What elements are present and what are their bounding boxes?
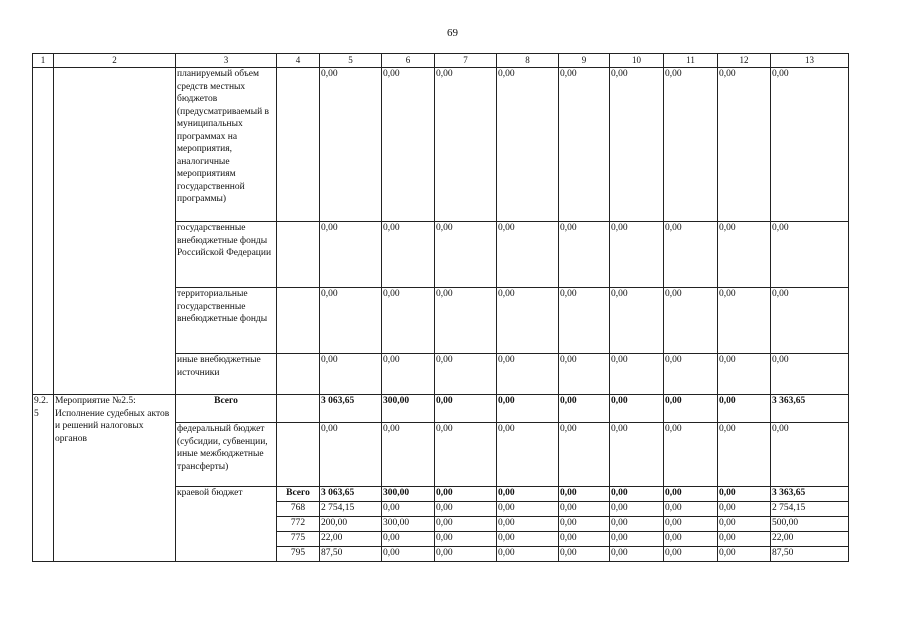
value-cell: 3 363,65	[771, 395, 849, 423]
value-cell: 0,00	[718, 502, 771, 517]
code-cell: 772	[277, 517, 320, 532]
code-cell: 768	[277, 502, 320, 517]
value-cell: 3 063,65	[320, 395, 382, 423]
value-cell: 0,00	[559, 517, 610, 532]
value-cell: 0,00	[382, 288, 435, 354]
column-header: 4	[277, 54, 320, 68]
value-cell: 0,00	[664, 502, 718, 517]
value-cell: 0,00	[610, 487, 664, 502]
measure-name: Мероприятие №2.5: Исполнение судебных актов и решений налоговых органов	[54, 395, 176, 562]
value-cell: 200,00	[320, 517, 382, 532]
value-cell: 0,00	[718, 68, 771, 222]
value-cell: 0,00	[497, 222, 559, 288]
value-cell: 0,00	[718, 547, 771, 562]
value-cell: 0,00	[320, 423, 382, 487]
value-cell: 0,00	[382, 68, 435, 222]
code-cell	[277, 288, 320, 354]
value-cell: 3 063,65	[320, 487, 382, 502]
empty-cell	[54, 68, 176, 395]
value-cell: 0,00	[497, 487, 559, 502]
value-cell: 0,00	[771, 222, 849, 288]
value-cell: 0,00	[664, 222, 718, 288]
value-cell: 0,00	[559, 502, 610, 517]
value-cell: 0,00	[771, 354, 849, 395]
code-cell: 775	[277, 532, 320, 547]
value-cell: 0,00	[718, 354, 771, 395]
value-cell: 0,00	[610, 517, 664, 532]
value-cell: 0,00	[610, 547, 664, 562]
value-cell: 0,00	[435, 502, 497, 517]
funding-source: государственные внебюджетные фонды Российской Федерации	[176, 222, 277, 288]
value-cell: 0,00	[771, 288, 849, 354]
value-cell: 0,00	[771, 68, 849, 222]
value-cell: 0,00	[664, 354, 718, 395]
value-cell: 0,00	[497, 395, 559, 423]
value-cell: 0,00	[497, 532, 559, 547]
value-cell: 0,00	[718, 532, 771, 547]
value-cell: 0,00	[718, 222, 771, 288]
value-cell: 0,00	[435, 68, 497, 222]
value-cell: 0,00	[718, 423, 771, 487]
value-cell: 0,00	[497, 354, 559, 395]
code-cell: Всего	[277, 487, 320, 502]
column-header: 2	[54, 54, 176, 68]
value-cell: 500,00	[771, 517, 849, 532]
value-cell: 0,00	[664, 423, 718, 487]
total-label: Всего	[176, 395, 277, 423]
value-cell: 0,00	[435, 395, 497, 423]
column-header: 9	[559, 54, 610, 68]
value-cell: 0,00	[435, 423, 497, 487]
value-cell: 0,00	[382, 423, 435, 487]
value-cell: 0,00	[435, 487, 497, 502]
funding-source: планируемый объем средств местных бюджетов (предусматриваемый в муниципальных программах на мероприятия, аналогичные мероприятиям государственной программы)	[176, 68, 277, 222]
value-cell: 0,00	[320, 222, 382, 288]
funding-source: федеральный бюджет (субсидии, субвенции, иные межбюджетные трансферты)	[176, 423, 277, 487]
value-cell: 0,00	[382, 547, 435, 562]
value-cell: 87,50	[771, 547, 849, 562]
value-cell: 0,00	[610, 423, 664, 487]
empty-cell	[33, 68, 54, 395]
column-header: 11	[664, 54, 718, 68]
value-cell: 0,00	[610, 288, 664, 354]
value-cell: 22,00	[771, 532, 849, 547]
column-header: 1	[33, 54, 54, 68]
value-cell: 0,00	[559, 423, 610, 487]
value-cell: 0,00	[559, 487, 610, 502]
value-cell: 2 754,15	[771, 502, 849, 517]
code-cell	[277, 423, 320, 487]
value-cell: 0,00	[559, 395, 610, 423]
table-row	[33, 68, 849, 222]
value-cell: 300,00	[382, 487, 435, 502]
value-cell: 0,00	[559, 222, 610, 288]
value-cell: 0,00	[382, 502, 435, 517]
value-cell: 0,00	[718, 517, 771, 532]
column-header: 7	[435, 54, 497, 68]
column-header: 10	[610, 54, 664, 68]
code-cell	[277, 68, 320, 222]
value-cell: 0,00	[435, 517, 497, 532]
value-cell: 0,00	[382, 222, 435, 288]
value-cell: 0,00	[718, 288, 771, 354]
column-header: 8	[497, 54, 559, 68]
value-cell: 0,00	[610, 354, 664, 395]
value-cell: 0,00	[718, 487, 771, 502]
value-cell: 0,00	[610, 222, 664, 288]
value-cell: 0,00	[559, 354, 610, 395]
value-cell: 0,00	[497, 68, 559, 222]
value-cell: 0,00	[610, 532, 664, 547]
value-cell: 0,00	[559, 68, 610, 222]
measure-number: 9.2.5	[33, 395, 54, 562]
value-cell: 0,00	[610, 502, 664, 517]
column-header: 5	[320, 54, 382, 68]
value-cell: 0,00	[718, 395, 771, 423]
value-cell: 0,00	[497, 423, 559, 487]
value-cell: 2 754,15	[320, 502, 382, 517]
value-cell: 0,00	[664, 68, 718, 222]
value-cell: 0,00	[382, 532, 435, 547]
value-cell: 300,00	[382, 517, 435, 532]
value-cell: 0,00	[320, 68, 382, 222]
value-cell: 0,00	[497, 502, 559, 517]
code-cell	[277, 395, 320, 423]
value-cell: 0,00	[435, 222, 497, 288]
value-cell: 0,00	[320, 288, 382, 354]
value-cell: 0,00	[320, 354, 382, 395]
value-cell: 0,00	[435, 354, 497, 395]
measure-total-row	[33, 395, 849, 423]
column-header: 6	[382, 54, 435, 68]
value-cell: 22,00	[320, 532, 382, 547]
code-cell: 795	[277, 547, 320, 562]
value-cell: 0,00	[664, 288, 718, 354]
value-cell: 0,00	[382, 354, 435, 395]
code-cell	[277, 354, 320, 395]
value-cell: 3 363,65	[771, 487, 849, 502]
value-cell: 300,00	[382, 395, 435, 423]
column-header: 13	[771, 54, 849, 68]
value-cell: 0,00	[435, 532, 497, 547]
column-header: 12	[718, 54, 771, 68]
value-cell: 0,00	[435, 288, 497, 354]
value-cell: 87,50	[320, 547, 382, 562]
value-cell: 0,00	[664, 532, 718, 547]
funding-source: краевой бюджет	[176, 487, 277, 562]
value-cell: 0,00	[664, 487, 718, 502]
funding-source: иные внебюджетные источники	[176, 354, 277, 395]
value-cell: 0,00	[497, 517, 559, 532]
value-cell: 0,00	[664, 517, 718, 532]
funding-source: территориальные государственные внебюджетные фонды	[176, 288, 277, 354]
value-cell: 0,00	[664, 547, 718, 562]
value-cell: 0,00	[610, 68, 664, 222]
value-cell: 0,00	[559, 288, 610, 354]
value-cell: 0,00	[435, 547, 497, 562]
value-cell: 0,00	[497, 547, 559, 562]
value-cell: 0,00	[497, 288, 559, 354]
page-number: 69	[447, 27, 458, 39]
value-cell: 0,00	[610, 395, 664, 423]
column-header: 3	[176, 54, 277, 68]
value-cell: 0,00	[559, 532, 610, 547]
budget-table	[32, 53, 849, 562]
column-number-row	[33, 54, 849, 68]
code-cell	[277, 222, 320, 288]
value-cell: 0,00	[559, 547, 610, 562]
value-cell: 0,00	[664, 395, 718, 423]
value-cell: 0,00	[771, 423, 849, 487]
